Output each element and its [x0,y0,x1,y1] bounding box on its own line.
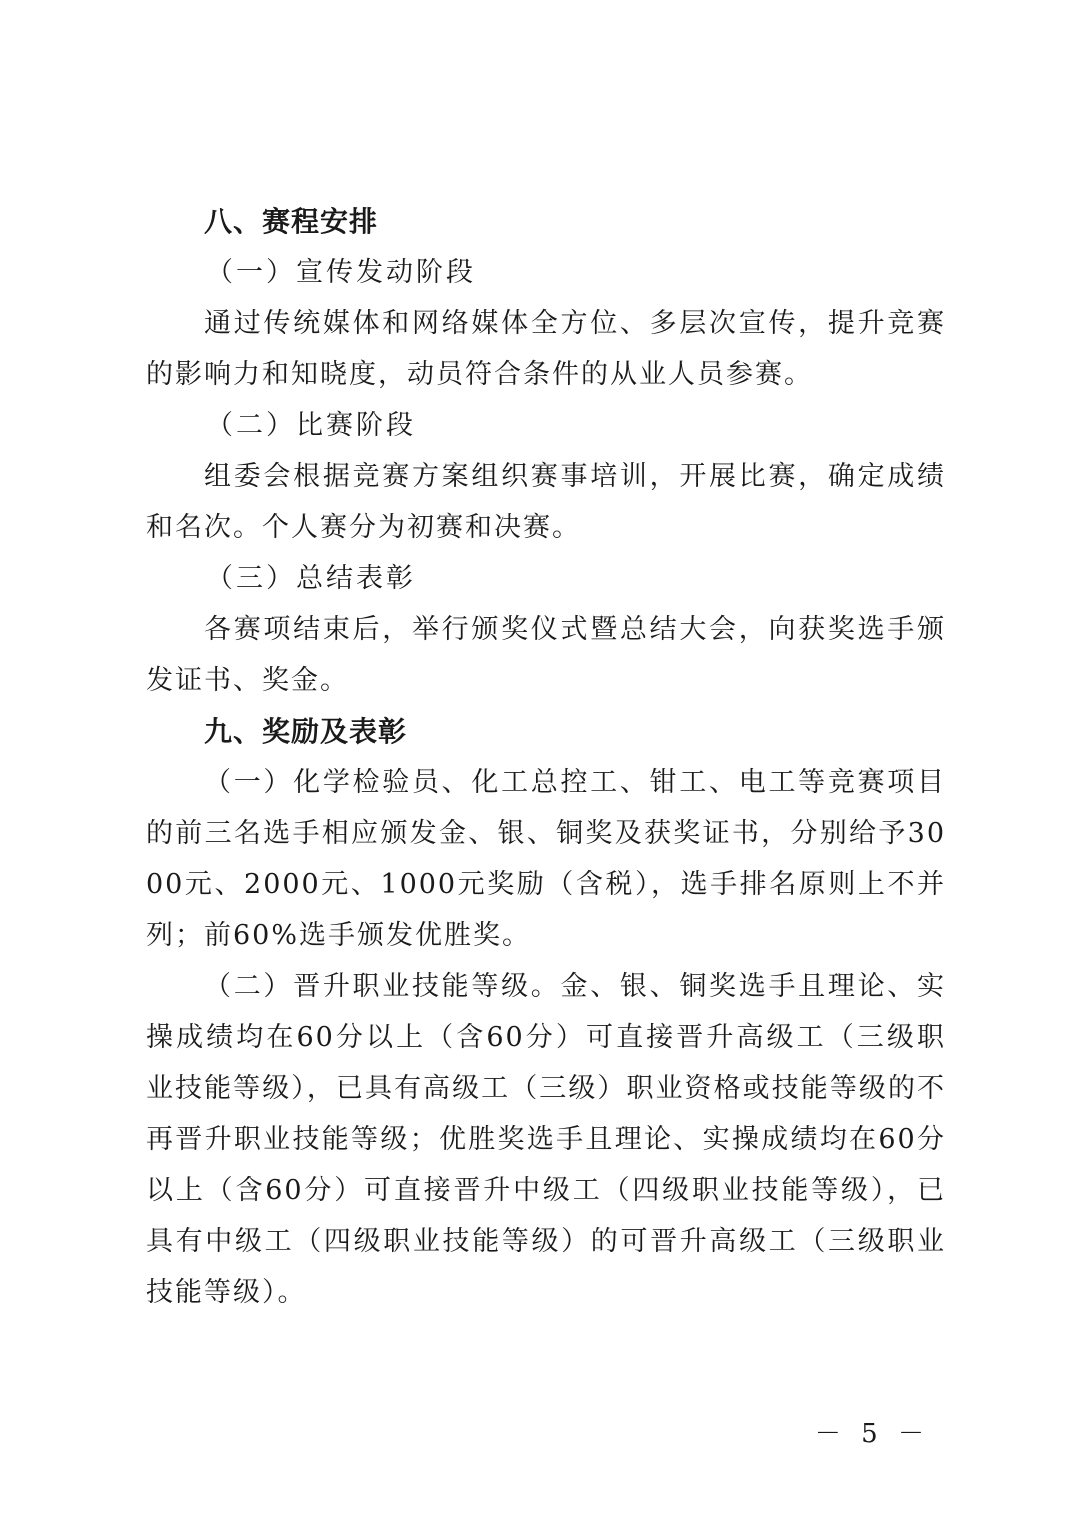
paragraph-awards-prizes: （一）化学检验员、化工总控工、钳工、电工等竞赛项目的前三名选手相应颁发金、银、铜奖及获奖证书，分别给予3000元、2000元、1000元奖励（含税），选手排名原则上不并列；前60%选手颁发优胜奖。 [146,767,946,951]
subsection-heading-competition: （二）比赛阶段 [206,410,416,441]
subsection-heading-publicity: （一）宣传发动阶段 [206,257,476,288]
subsection-heading-summary: （三）总结表彰 [206,563,416,594]
section-heading-schedule: 八、赛程安排 [204,205,379,238]
paragraph-publicity: 通过传统媒体和网络媒体全方位、多层次宣传，提升竞赛的影响力和知晓度，动员符合条件的从业人员参赛。 [146,308,946,390]
section-heading-awards: 九、奖励及表彰 [204,715,408,748]
paragraph-awards-promotion: （二）晋升职业技能等级。金、银、铜奖选手且理论、实操成绩均在60分以上（含60分）可直接晋升高级工（三级职业技能等级），已具有高级工（三级）职业资格或技能等级的不再晋升职业技能等级；优胜奖选手且理论、实操成绩均在60分以上（含60分）可直接晋升中级工（四级职业技能等级），已具有中级工（四级职业技能等级）的可晋升高级工（三级职业技能等级）。 [146,971,946,1308]
paragraph-competition: 组委会根据竞赛方案组织赛事培训，开展比赛，确定成绩和名次。个人赛分为初赛和决赛。 [146,461,946,543]
document-body [146,196,946,1318]
page-number: － 5 － [814,1419,930,1449]
paragraph-summary: 各赛项结束后，举行颁奖仪式暨总结大会，向获奖选手颁发证书、奖金。 [146,614,946,696]
